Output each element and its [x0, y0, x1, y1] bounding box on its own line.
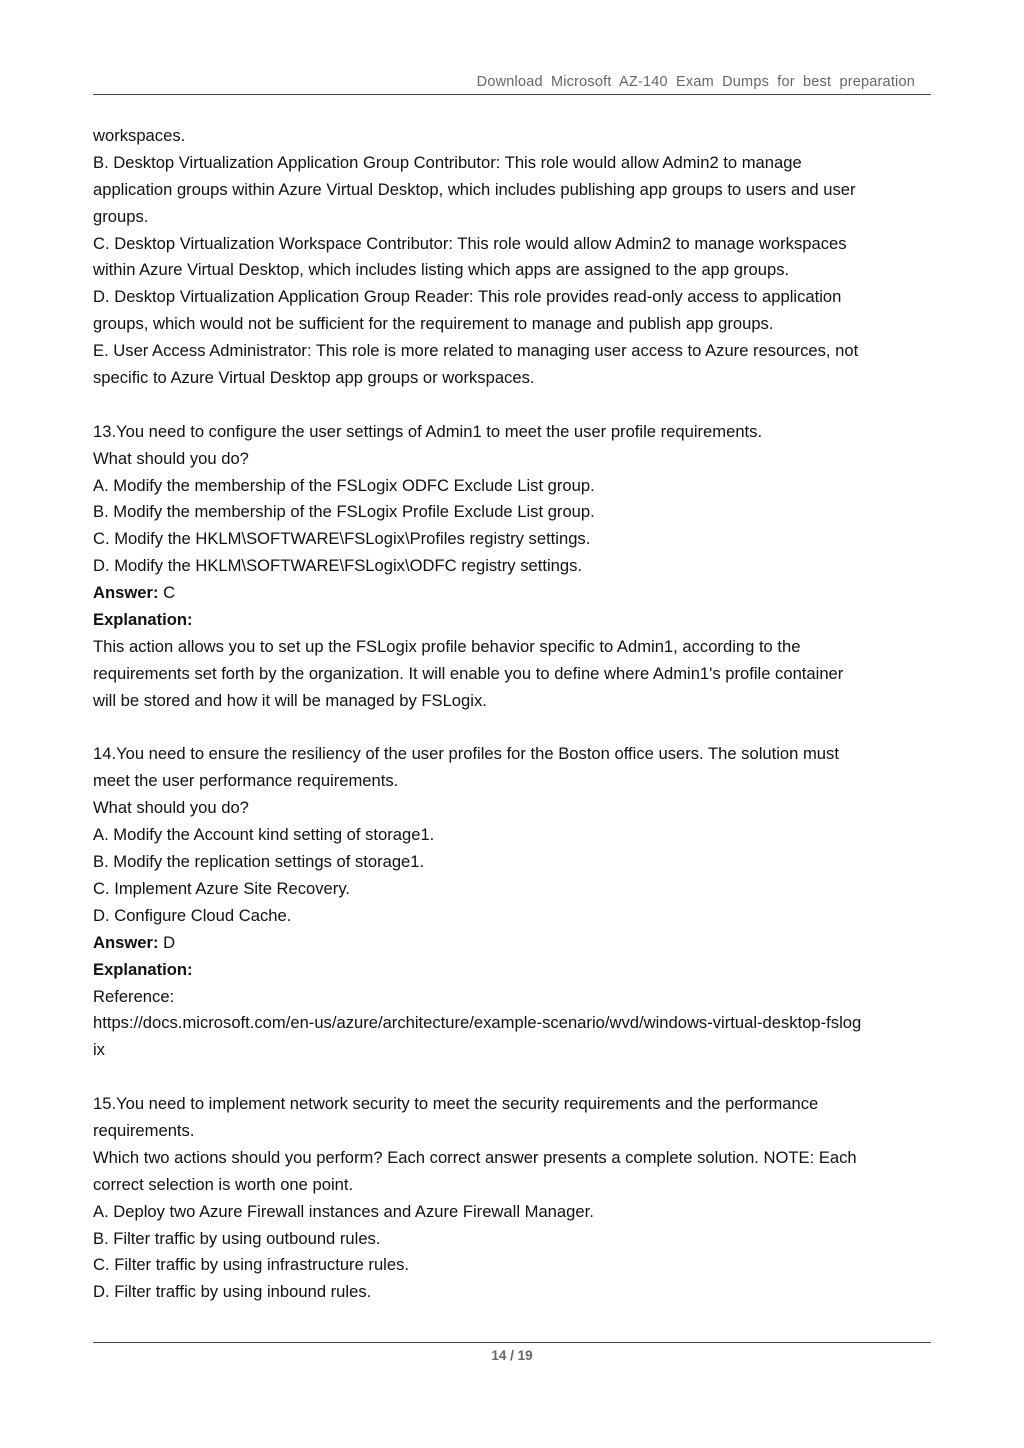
text-line: E. User Access Administrator: This role is more related to managing user access to Azure resources, not — [93, 341, 859, 361]
text-line: within Azure Virtual Desktop, which includes listing which apps are assigned to the app groups. — [93, 260, 790, 280]
explanation-text: This action allows you to set up the FSLogix profile behavior specific to Admin1, according to the — [93, 636, 801, 656]
text-line: groups, which would not be sufficient for the requirement to manage and publish app groups. — [93, 314, 774, 334]
spacer — [93, 1064, 933, 1091]
spacer — [93, 715, 933, 742]
explanation-label: Explanation: — [93, 610, 193, 630]
option-d: D. Filter traffic by using inbound rules. — [93, 1282, 372, 1302]
option-a: A. Modify the membership of the FSLogix ODFC Exclude List group. — [93, 475, 595, 495]
header-title: Download Microsoft AZ-140 Exam Dumps for best preparation — [476, 74, 915, 90]
question-text: meet the user performance requirements. — [93, 771, 399, 791]
text-line: groups. — [93, 206, 149, 226]
explanation-label: Explanation: — [93, 959, 193, 979]
reference-link-continued[interactable]: ix — [93, 1040, 105, 1060]
question-15 — [93, 1091, 933, 1306]
text-line: C. Desktop Virtualization Workspace Contributor: This role would allow Admin2 to manage workspaces — [93, 233, 847, 253]
question-prompt: What should you do? — [93, 448, 249, 468]
page-header — [93, 70, 931, 95]
option-c: C. Implement Azure Site Recovery. — [93, 878, 350, 898]
question-13 — [93, 419, 933, 715]
text-line: workspaces. — [93, 126, 186, 145]
answer-label: Answer: — [93, 583, 159, 603]
question-text: Which two actions should you perform? Each correct answer presents a complete solution. NOTE: Each — [93, 1147, 857, 1167]
option-d: D. Configure Cloud Cache. — [93, 905, 292, 925]
answer-value: D — [158, 932, 176, 952]
option-b: B. Filter traffic by using outbound rules. — [93, 1228, 381, 1248]
option-d: D. Modify the HKLM\SOFTWARE\FSLogix\ODFC registry settings. — [93, 556, 583, 576]
option-b: B. Modify the replication settings of storage1. — [93, 852, 425, 872]
question-text: requirements. — [93, 1120, 195, 1140]
text-line: specific to Azure Virtual Desktop app groups or workspaces. — [93, 368, 535, 388]
question-text: 15.You need to implement network security to meet the security requirements and the performance — [93, 1094, 819, 1114]
page-footer — [93, 1342, 931, 1363]
question-text: 14.You need to ensure the resiliency of the user profiles for the Boston office users. The solution must — [93, 744, 839, 764]
question-text: correct selection is worth one point. — [93, 1174, 354, 1194]
page-content — [93, 123, 933, 1306]
text-line: B. Desktop Virtualization Application Group Contributor: This role would allow Admin2 to manage — [93, 152, 802, 172]
explanation-text: requirements set forth by the organization. It will enable you to define where Admin1's profile container — [93, 663, 844, 683]
option-b: B. Modify the membership of the FSLogix Profile Exclude List group. — [93, 502, 595, 522]
explanation-text: will be stored and how it will be managed by FSLogix. — [93, 690, 487, 710]
question-prompt: What should you do? — [93, 798, 249, 818]
previous-explanation — [93, 123, 933, 392]
answer-line — [93, 930, 933, 957]
answer-line — [93, 580, 933, 607]
explanation-text: Reference: — [93, 986, 175, 1006]
option-c: C. Filter traffic by using infrastructure rules. — [93, 1255, 410, 1275]
answer-value: C — [158, 583, 176, 603]
question-14 — [93, 741, 933, 1064]
page-number: 14 / 19 — [491, 1348, 533, 1363]
option-c: C. Modify the HKLM\SOFTWARE\FSLogix\Profiles registry settings. — [93, 529, 591, 549]
question-text: 13.You need to configure the user settings of Admin1 to meet the user profile requirements. — [93, 421, 763, 441]
spacer — [93, 392, 933, 419]
text-line: D. Desktop Virtualization Application Group Reader: This role provides read-only access to application — [93, 287, 842, 307]
option-a: A. Modify the Account kind setting of storage1. — [93, 825, 435, 845]
text-line: application groups within Azure Virtual Desktop, which includes publishing app groups to users and user — [93, 179, 856, 199]
reference-link[interactable]: https://docs.microsoft.com/en-us/azure/architecture/example-scenario/wvd/windows-virtual-desktop-fslog — [93, 1013, 862, 1033]
option-a: A. Deploy two Azure Firewall instances and Azure Firewall Manager. — [93, 1201, 594, 1221]
answer-label: Answer: — [93, 932, 159, 952]
